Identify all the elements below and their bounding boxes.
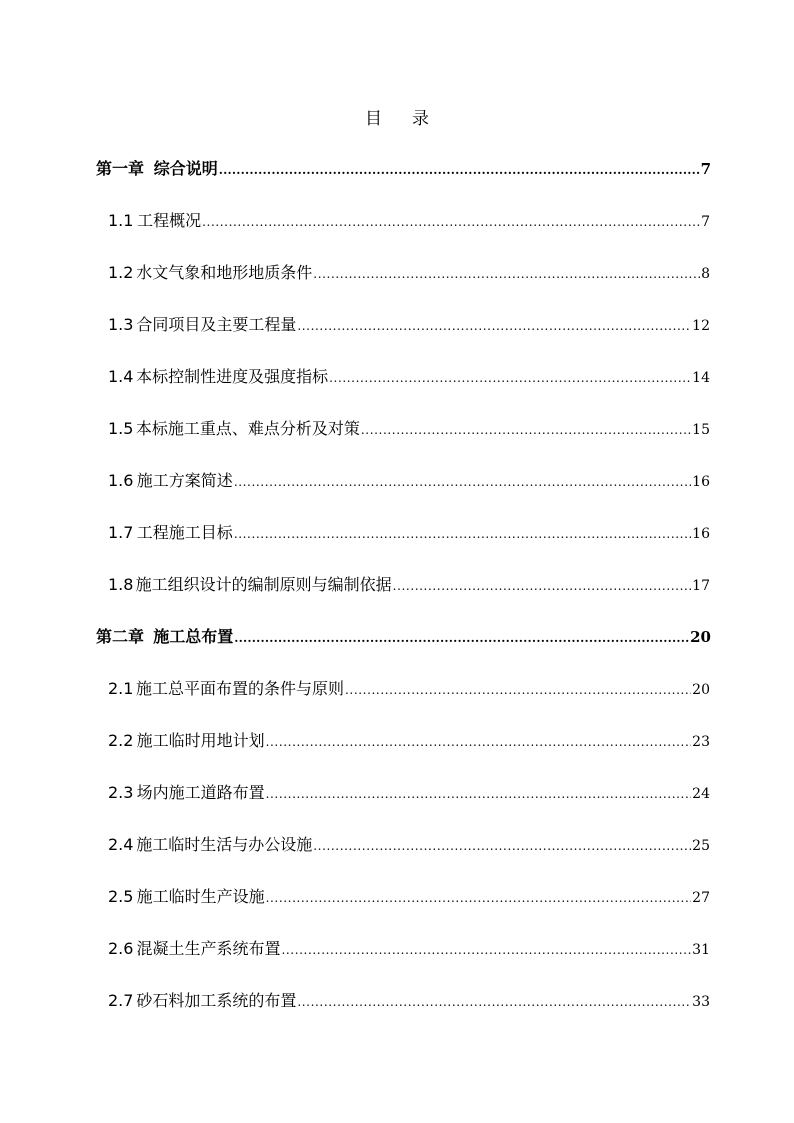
toc-entry-number: 1.4: [108, 367, 134, 386]
toc-entry-page: 8: [701, 266, 710, 282]
toc-leader-dots: [329, 371, 691, 385]
toc-title: [0, 104, 794, 129]
toc-entry-number: 1.6: [108, 471, 134, 490]
toc-entry-page: 17: [692, 578, 710, 594]
toc-entry-title: 施工方案简述: [136, 471, 233, 490]
toc-entry-title: 施工临时生产设施: [136, 887, 265, 906]
toc-entry-number: 2.1: [108, 679, 134, 698]
toc-leader-dots: [266, 735, 692, 749]
toc-leader-dots: [313, 267, 700, 281]
toc-entry-page: 7: [700, 160, 711, 178]
toc-entry-page: 20: [690, 628, 711, 646]
toc-leader-dots: [266, 891, 692, 905]
toc-leader-dots: [297, 319, 691, 333]
toc-entry-number: 1.3: [108, 315, 134, 334]
toc-leader-dots: [234, 527, 691, 541]
toc-entry-title: 本标施工重点、难点分析及对策: [135, 419, 360, 438]
toc-section-2-7[interactable]: [108, 988, 710, 1011]
toc-entry-number: 1.7: [108, 523, 134, 542]
toc-leader-dots: [297, 995, 691, 1009]
toc-leader-dots: [345, 683, 691, 697]
toc-entry-page: 12: [692, 318, 710, 334]
toc-entry-number: 2.3: [108, 783, 134, 802]
toc-entry-title: 场内施工道路布置: [136, 783, 265, 802]
toc-entry-page: 33: [692, 994, 710, 1010]
toc-entry-number: 1.2: [108, 263, 134, 282]
toc-leader-dots: [393, 579, 692, 593]
toc-section-1-3[interactable]: [108, 312, 710, 335]
toc-leader-dots: [266, 787, 692, 801]
toc-entry-title: 施工组织设计的编制原则与编制依据: [135, 575, 392, 594]
toc-section-1-7[interactable]: [108, 520, 710, 543]
toc-entry-number: 2.2: [108, 731, 134, 750]
toc-entry-number: 第二章: [96, 627, 145, 646]
toc-section-1-4[interactable]: [108, 364, 710, 387]
toc-section-1-8[interactable]: [108, 572, 710, 595]
toc-section-1-5[interactable]: [108, 416, 710, 439]
toc-entry-number: 2.7: [108, 991, 134, 1010]
toc-title-left: 目: [365, 109, 382, 129]
toc-leader-dots: [234, 475, 691, 489]
toc-entry-page: 23: [692, 734, 710, 750]
toc-leader-dots: [361, 423, 691, 437]
toc-entry-title: 施工临时生活与办公设施: [136, 835, 313, 854]
toc-chapter-2[interactable]: [96, 624, 711, 647]
toc-entry-title: 综合说明: [153, 159, 218, 178]
toc-section-1-6[interactable]: [108, 468, 710, 491]
toc-entry-title: 工程施工目标: [136, 523, 233, 542]
toc-entry-title: 施工临时用地计划: [136, 731, 265, 750]
toc-entry-page: 15: [692, 422, 710, 438]
toc-entry-page: 14: [692, 370, 710, 386]
toc-entry-title: 工程概况: [137, 211, 202, 230]
toc-entry-page: 16: [692, 474, 710, 490]
toc-entry-title: 本标控制性进度及强度指标: [136, 367, 329, 386]
toc-leader-dots: [281, 943, 691, 957]
toc-title-right: 录: [412, 109, 429, 129]
toc-section-2-4[interactable]: [108, 832, 710, 855]
toc-entry-title: 水文气象和地形地质条件: [136, 263, 313, 282]
toc-entry-page: 25: [692, 838, 710, 854]
toc-entry-page: 31: [692, 942, 710, 958]
toc-section-1-1[interactable]: [108, 208, 710, 231]
toc-entry-number: 2.5: [108, 887, 134, 906]
toc-entry-title: 施工总平面布置的条件与原则: [135, 679, 344, 698]
toc-entry-title: 砂石料加工系统的布置: [136, 991, 297, 1010]
toc-section-2-6[interactable]: [108, 936, 710, 959]
toc-section-2-2[interactable]: [108, 728, 710, 751]
toc-leader-dots: [234, 631, 689, 645]
toc-entry-page: 24: [692, 786, 710, 802]
toc-entry-number: 1.5: [108, 419, 134, 438]
toc-section-2-5[interactable]: [108, 884, 710, 907]
toc-entry-title: 混凝土生产系统布置: [136, 939, 281, 958]
toc-entry-title: 施工总布置: [153, 627, 234, 646]
toc-leader-dots: [219, 163, 700, 177]
toc-entry-title: 合同项目及主要工程量: [136, 315, 297, 334]
toc-section-2-3[interactable]: [108, 780, 710, 803]
toc-entry-number: 1.8: [108, 575, 134, 594]
toc-leader-dots: [313, 839, 691, 853]
toc-entry-number: 第一章: [96, 159, 145, 178]
toc-leader-dots: [202, 215, 700, 229]
toc-entry-number: 2.4: [108, 835, 134, 854]
toc-entry-page: 7: [701, 214, 710, 230]
toc-chapter-1[interactable]: [96, 156, 711, 179]
toc-section-1-2[interactable]: [108, 260, 710, 283]
toc-entry-page: 16: [692, 526, 710, 542]
toc-entry-page: 20: [692, 682, 710, 698]
toc-entry-number: 2.6: [108, 939, 134, 958]
toc-entry-number: 1.1: [108, 211, 134, 230]
toc-entry-page: 27: [692, 890, 710, 906]
toc-section-2-1[interactable]: [108, 676, 710, 699]
